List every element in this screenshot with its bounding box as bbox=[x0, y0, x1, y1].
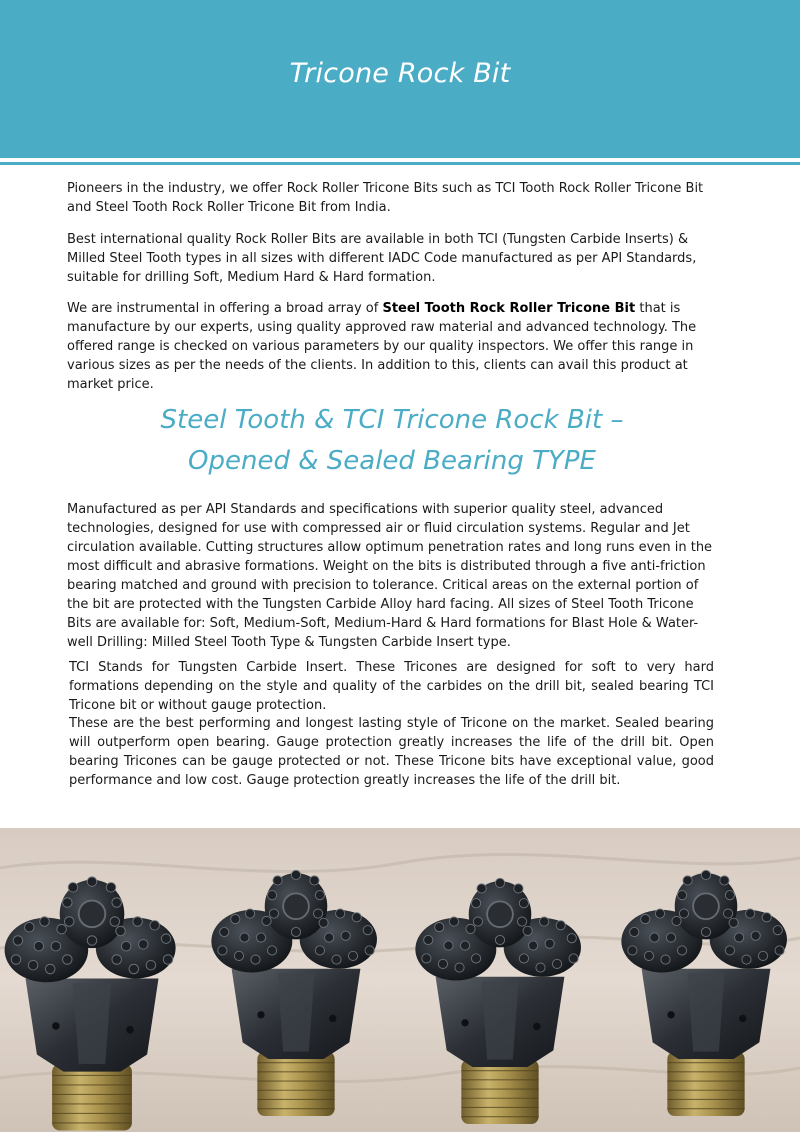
tci-paragraph: TCI Stands for Tungsten Carbide Insert. These Tricones are designed for soft to very hard formations depending on the style and quality of the carbides on the drill bit, sealed bearing TCI Tricone bit or without gauge protection. bbox=[69, 660, 714, 713]
header-banner bbox=[0, 0, 800, 158]
product-name-bold: Steel Tooth Rock Roller Tricone Bit bbox=[382, 301, 636, 316]
performance-paragraph: These are the best performing and longest lasting style of Tricone on the market. Sealed bearing will outperform open bearing. Gauge protection greatly increases the life of the drill bit. Open bearing Tricones can be gauge protected or not. These Tricone bits have exceptional value, good performance and low cost. Gauge protection greatly increases the life of the drill bit. bbox=[69, 716, 714, 788]
section-heading-line-2: Opened & Sealed Bearing TYPE bbox=[188, 446, 596, 476]
intro-paragraph-1: Pioneers in the industry, we offer Rock Roller Tricone Bits such as TCI Tooth Rock Roller Tricone Bit and Steel Tooth Rock Roller Tricone Bit from India. bbox=[67, 181, 704, 215]
intro-paragraph-3 bbox=[67, 299, 720, 394]
intro-p3-start: We are instrumental in offering a broad array of bbox=[67, 301, 383, 316]
header-divider bbox=[0, 162, 800, 165]
tricone-bits-photo bbox=[0, 828, 800, 1132]
intro-paragraph-2: Best international quality Rock Roller Bits are available in both TCI (Tungsten Carbide Inserts) & Milled Steel Tooth types in all sizes with different IADC Code manufactured as per API Standards, suitable for drilling Soft, Medium Hard & Hard formation. bbox=[67, 232, 697, 285]
specs-paragraph: Manufactured as per API Standards and specifications with superior quality steel, advanced technologies, designed for use with compressed air or fluid circulation systems. Regular and Jet circulation available. Cutting structures allow optimum penetration rates and long runs even in the most difficult and abrasive formations. Weight on the bits is distributed through a five anti-friction bearing matched and ground with precision to tolerance. Critical areas on the external portion of the bit are protected with the Tungsten Carbide Alloy hard facing. All sizes of Steel Tooth Tricone Bits are available for: Soft, Medium-Soft, Medium-Hard & Hard formations for Blast Hole & Water-well Drilling: Milled Steel Tooth Type & Tungsten Carbide Insert type. bbox=[67, 502, 713, 650]
page-title: Tricone Rock Bit bbox=[289, 58, 511, 89]
intro-p3-end: that is manufacture by our experts, using quality approved raw material and advanced technology. The offered range is checked on various parameters by our quality inspectors. We offer this range in various sizes as per the needs of the clients. In addition to this, clients can avail this product at market price. bbox=[67, 301, 697, 392]
section-heading-line-1: Steel Tooth & TCI Tricone Rock Bit – bbox=[160, 405, 624, 435]
